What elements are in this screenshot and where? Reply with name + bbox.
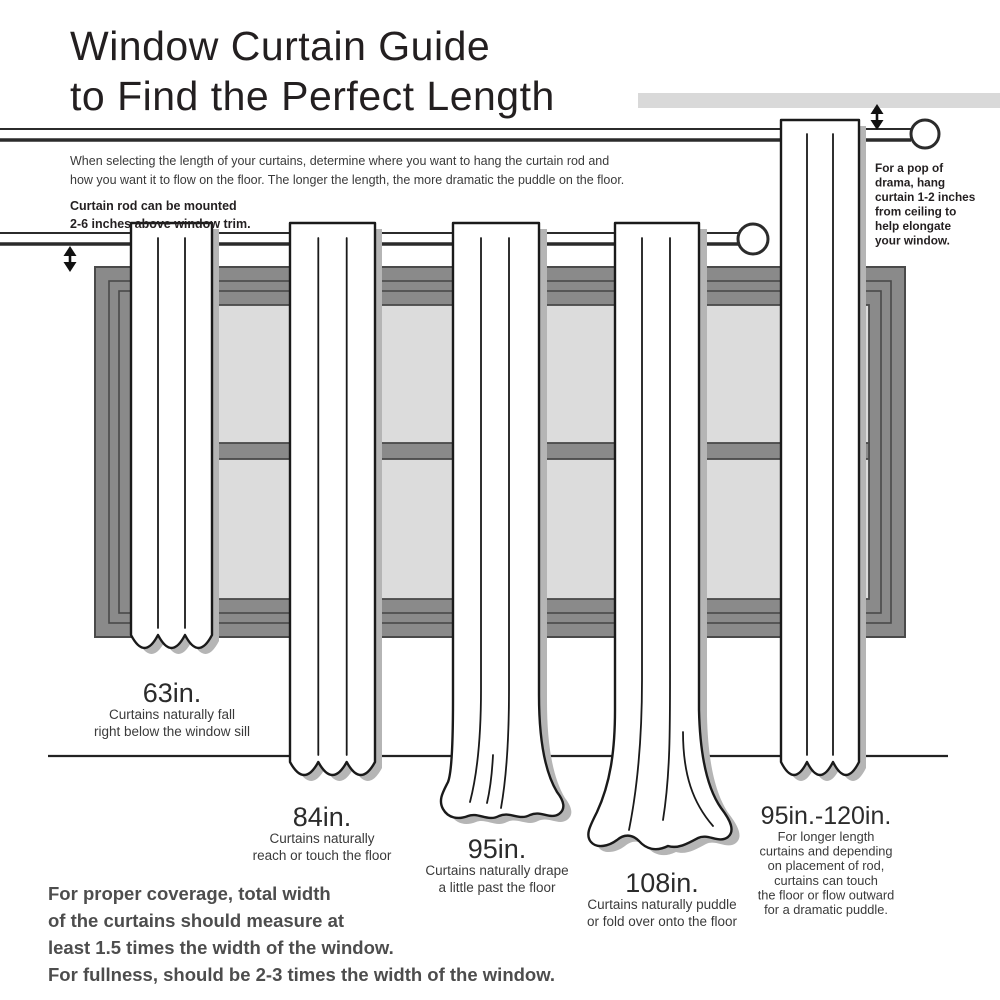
length-desc-line: reach or touch the floor: [252, 848, 392, 863]
curtain-panel: [131, 223, 212, 648]
length-size: 95in.: [467, 834, 527, 864]
coverage-line: least 1.5 times the width of the window.: [48, 937, 394, 958]
ceiling-strip: [638, 93, 1000, 108]
rod-note-line-1: Curtain rod can be mounted: [70, 199, 237, 213]
page-title-line-2: to Find the Perfect Length: [70, 73, 555, 119]
length-label-108in: [587, 868, 738, 929]
length-desc-line: curtains and depending: [759, 843, 893, 859]
ceiling-note: [875, 161, 976, 248]
length-desc-line: Curtains naturally drape: [425, 863, 569, 878]
length-desc-line: the floor or flow outward: [757, 887, 895, 903]
coverage-line: For fullness, should be 2-3 times the width of the window.: [48, 964, 556, 985]
ceiling-note-line: drama, hang: [875, 175, 946, 190]
length-label-84in: [253, 802, 392, 863]
length-desc-line: right below the window sill: [93, 724, 251, 739]
rod-mount-arrow-icon: [64, 246, 77, 272]
length-desc-line: curtains can touch: [774, 872, 878, 888]
arrow-head-down: [64, 262, 77, 272]
intro-line-2: how you want it to flow on the floor. The longer the length, the more dramatic the puddle on the floor.: [70, 173, 625, 187]
intro-line-1: When selecting the length of your curtains, determine where you want to hang the curtain rod and: [70, 154, 610, 168]
arrow-head-up: [64, 246, 77, 256]
length-desc-line: on placement of rod,: [767, 858, 885, 874]
rod-note-line-2: 2-6 inches above window trim.: [70, 217, 251, 231]
upper-rod-finial-icon: [911, 120, 939, 148]
curtain-panel: [290, 223, 375, 775]
coverage-line: For proper coverage, total width: [48, 883, 331, 904]
ceiling-note-line: help elongate: [875, 219, 952, 233]
length-label-95-120in: [758, 802, 895, 917]
length-desc-line: a little past the floor: [438, 880, 556, 895]
length-size: 95in.-120in.: [760, 802, 892, 830]
length-desc-line: for a dramatic puddle.: [764, 902, 888, 917]
ceiling-note-line: curtain 1-2 inches: [875, 190, 976, 204]
length-desc-line: Curtains naturally fall: [108, 707, 236, 722]
length-desc-line: Curtains naturally: [269, 831, 375, 846]
length-desc-line: or fold over onto the floor: [586, 914, 738, 929]
length-size: 63in.: [142, 678, 202, 708]
length-desc-line: For longer length: [777, 829, 875, 844]
length-label-63in: [94, 678, 250, 739]
curtain-95-120in: [781, 120, 866, 781]
length-desc-line: Curtains naturally puddle: [587, 897, 737, 912]
main-rod-finial-icon: [738, 224, 768, 254]
curtain-63in: [131, 223, 219, 654]
ceiling-note-line: your window.: [875, 233, 950, 248]
length-size: 84in.: [292, 802, 352, 832]
curtain-panel: [781, 120, 859, 775]
coverage-line: of the curtains should measure at: [48, 910, 345, 931]
ceiling-note-line: For a pop of: [875, 161, 944, 175]
ceiling-note-line: from ceiling to: [875, 204, 957, 219]
length-label-95in: [425, 834, 568, 895]
curtain-84in: [290, 223, 382, 781]
coverage-note: [48, 883, 555, 985]
length-size: 108in.: [625, 868, 699, 898]
page-title-line-1: Window Curtain Guide: [70, 23, 491, 69]
